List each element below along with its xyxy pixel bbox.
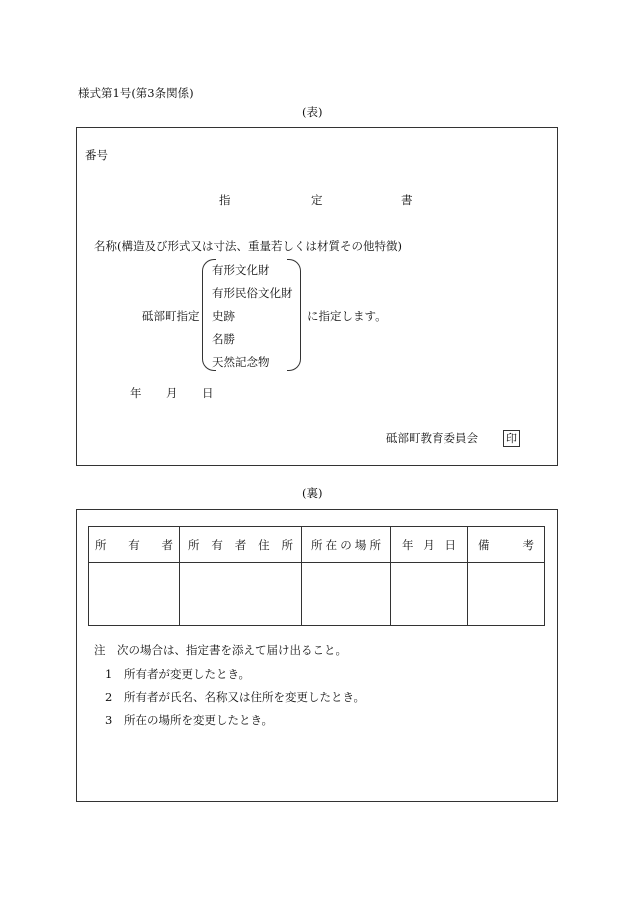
note-title: 注 次の場合は、指定書を添えて届け出ること。 [94, 643, 347, 657]
name-line: 名称(構造及び形式又は寸法、重量若しくは材質その他特徴) [94, 239, 402, 253]
title-char-3: 書 [401, 193, 413, 207]
form-label: 様式第1号(第3条関係) [78, 86, 194, 100]
front-label: (表) [302, 105, 323, 119]
issuer: 砥部町教育委員会 [386, 431, 478, 445]
designation-prefix: 砥部町指定 [142, 309, 200, 323]
category-5: 天然記念物 [212, 355, 270, 369]
cell-owner [89, 563, 180, 626]
title-char-2: 定 [311, 193, 323, 207]
header-owner-address: 所有者住所 [180, 527, 302, 563]
title-char-1: 指 [219, 193, 231, 207]
header-location: 所在の場所 [302, 527, 391, 563]
header-owner: 所有者 [89, 527, 180, 563]
register-table [88, 526, 545, 626]
note-3-number: 3 [105, 713, 113, 727]
right-bracket [287, 259, 301, 371]
cell-owner-address [180, 563, 302, 626]
note-2-text: 所有者が氏名、名称又は住所を変更したとき。 [124, 690, 366, 704]
category-2: 有形民俗文化財 [212, 286, 293, 300]
category-1: 有形文化財 [212, 263, 270, 277]
note-1-text: 所有者が変更したとき。 [124, 667, 251, 681]
header-remarks: 備考 [468, 527, 545, 563]
cell-date [391, 563, 468, 626]
seal-mark: 印 [503, 430, 520, 447]
category-3: 史跡 [212, 309, 235, 323]
category-4: 名勝 [212, 332, 235, 346]
cell-location [302, 563, 391, 626]
designation-suffix: に指定します。 [307, 309, 387, 323]
header-date: 年月日 [391, 527, 468, 563]
date-day: 日 [202, 386, 214, 400]
date-month: 月 [166, 386, 178, 400]
back-label: (裏) [302, 486, 323, 500]
date-year: 年 [130, 386, 142, 400]
note-3-text: 所在の場所を変更したとき。 [124, 713, 274, 727]
cell-remarks [468, 563, 545, 626]
note-1-number: 1 [105, 667, 113, 681]
note-2-number: 2 [105, 690, 113, 704]
front-box [76, 127, 558, 466]
number-label: 番号 [85, 148, 108, 162]
